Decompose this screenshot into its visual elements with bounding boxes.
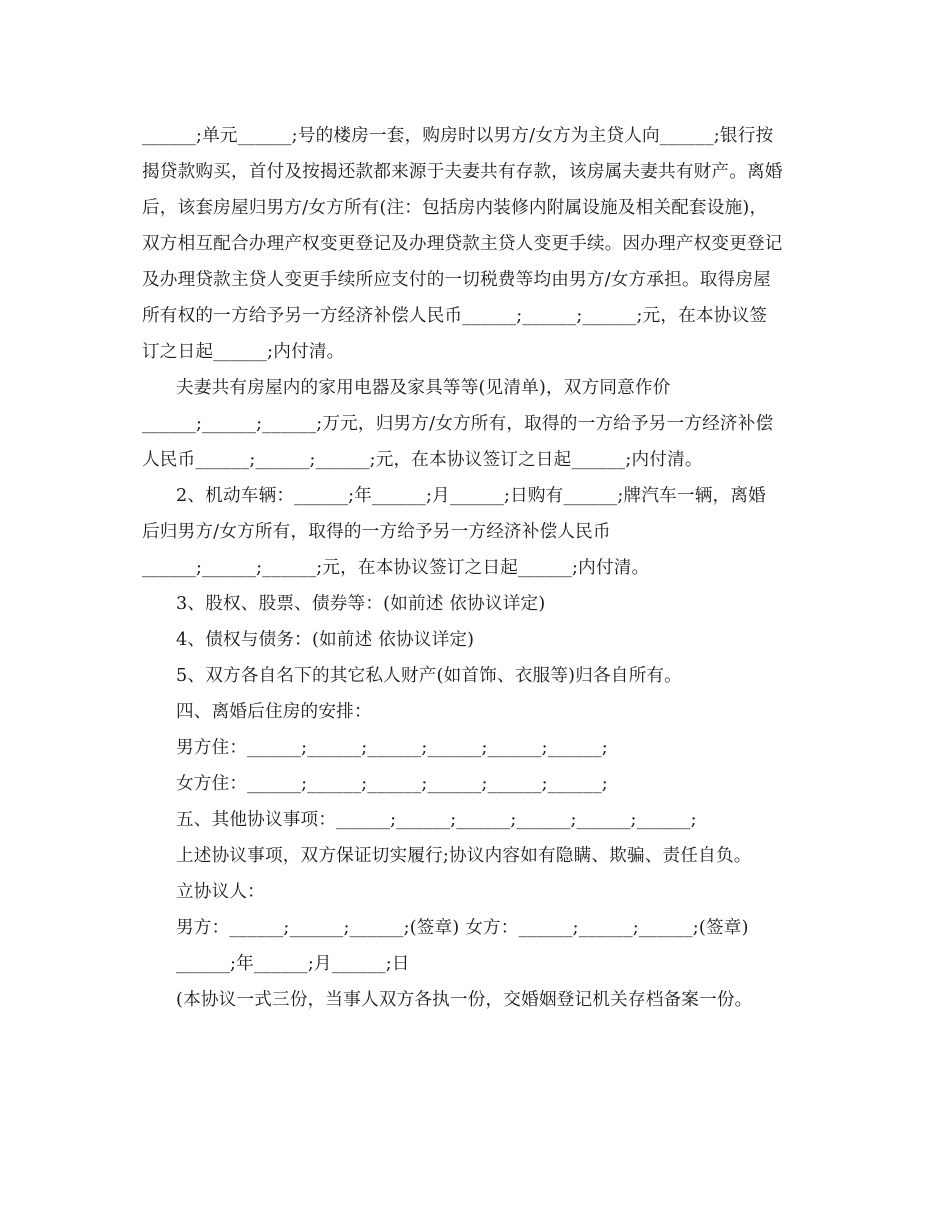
text-line: ______;______;______;元，在本协议签订之日起______;内付清。: [142, 558, 650, 578]
text-line: 女方住：______;______;______;______;______;______;: [176, 774, 608, 794]
text-line: ______;______;______;万元，归男方/女方所有，取得的一方给予另一方经济补偿: [142, 414, 774, 434]
text-line: 五、其他协议事项：______;______;______;______;______;______;: [176, 810, 697, 830]
text-line: 人民币______;______;______;元，在本协议签订之日起______;内付清。: [142, 450, 703, 470]
text-line: 3、股权、股票、债券等：(如前述 依协议详定): [176, 594, 546, 614]
text-line: 揭贷款购买，首付及按揭还款都来源于夫妻共有存款，该房属夫妻共有财产。离婚: [142, 162, 783, 182]
text-line: 后，该套房屋归男方/女方所有(注：包括房内装修内附属设施及相关配套设施)，: [142, 198, 768, 218]
text-line: 订之日起______;内付清。: [142, 342, 345, 362]
text-line: (本协议一式三份，当事人双方各执一份，交婚姻登记机关存档备案一份。: [176, 990, 753, 1010]
text-line: 及办理贷款主贷人变更手续所应支付的一切税费等均由男方/女方承担。取得房屋: [142, 270, 771, 290]
document-body: [142, 118, 814, 1018]
text-line: 立协议人：: [176, 882, 265, 902]
text-line: 4、债权与债务：(如前述 依协议详定): [176, 630, 475, 650]
text-line: 男方：______;______;______;(签章) 女方：______;______;______;(签章): [176, 918, 749, 938]
text-line: 四、离婚后住房的安排：: [176, 702, 372, 722]
text-line: 男方住：______;______;______;______;______;______;: [176, 738, 608, 758]
text-line: 双方相互配合办理产权变更登记及办理贷款主贷人变更手续。因办理产权变更登记: [142, 234, 783, 254]
text-line: ______;年______;月______;日: [176, 954, 410, 974]
text-line: 夫妻共有房屋内的家用电器及家具等等(见清单)，双方同意作价: [176, 378, 671, 398]
text-line: 后归男方/女方所有，取得的一方给予另一方经济补偿人民币: [142, 522, 611, 542]
text-line: 5、双方各自名下的其它私人财产(如首饰、衣服等)归各自所有。: [176, 666, 682, 686]
text-line: ______;单元______;号的楼房一套，购房时以男方/女方为主贷人向______;银行按: [142, 126, 774, 146]
text-line: 2、机动车辆：______;年______;月______;日购有______;牌汽车一辆，离婚: [176, 486, 766, 506]
text-line: 所有权的一方给予另一方经济补偿人民币______;______;______;元，在本协议签: [142, 306, 768, 326]
text-line: 上述协议事项，双方保证切实履行;协议内容如有隐瞒、欺骗、责任自负。: [176, 846, 752, 866]
